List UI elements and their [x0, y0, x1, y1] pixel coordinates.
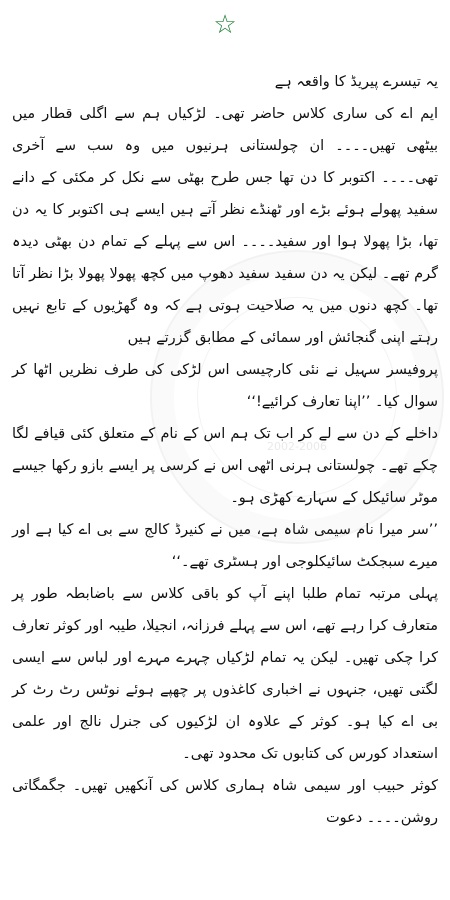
paragraph-5: ’’سر میرا نام سیمی شاہ ہے، میں نے کنیرڈ کالج سے بی اے کیا ہے اور میرے سبجکٹ سائیکلوجی اور ہسٹری تھے۔‘‘ — [12, 522, 438, 570]
watermark-text: 2002-2006 — [267, 440, 327, 453]
paragraph-6: پہلی مرتبہ تمام طلبا اپنے آپ کو باقی کلاس سے باضابطہ طور پر متعارف کرا رہے تھے، اس سے پہلے فرزانہ، انجیلا، طیبہ اور کوثر تعارف کرا چکی تھیں۔ لیکن یہ تمام لڑکیاں چہرے مہرے اور لباس سے ایسی لگتی تھیں، جنہوں نے اخباری کاغذوں پر چھپے ہوئے نوٹس رٹ رٹ کر بی اے کیا ہو۔ کوثر کے علاوہ ان لڑکیوں کی جنرل نالج اور علمی استعداد کورس کی کتابوں تک محدود تھی۔ — [12, 586, 438, 762]
paragraph-1: یہ تیسرے پیریڈ کا واقعہ ہے — [274, 74, 438, 90]
paragraph-7: کوثر حبیب اور سیمی شاہ ہماری کلاس کی آنکھیں تھیں۔ جگمگاتی روشن۔۔۔۔ دعوت — [12, 778, 438, 826]
paragraph-4: داخلے کے دن سے لے کر اب تک ہم اس کے نام کے متعلق کئی قیافے لگا چکے تھے۔ چولستانی ہرنی اٹھی اس نے کرسی پر ایسے بازو رکھا جیسے موٹر سائیکل کے سہارے کھڑی ہو۔ — [12, 426, 438, 506]
page-body — [12, 66, 438, 834]
paragraph-2: ایم اے کی ساری کلاس حاضر تھی۔ لڑکیاں ہم سے اگلی قطار میں بیٹھی تھیں۔۔۔۔ ان چولستانی ہرنیوں میں وہ سب سے آخری تھی۔۔۔۔ اکتوبر کا دن تھا جس طرح بھٹی سے نکل کر مکئی کے دانے سفید پھولے ہوئے بڑے اور ٹھنڈے نظر آتے ہیں ایسے ہی اکتوبر کا یہ دن تھا، بڑا پھولا ہوا اور سفید۔۔۔۔ اس سے پہلے کے تمام دن بھٹی دیدہ گرم تھے۔ لیکن یہ دن سفید سفید دھوپ میں کچھ پھولا پھولا بڑا نظر آتا تھا۔ کچھ دنوں میں یہ صلاحیت ہوتی ہے کہ وہ گھڑیوں کے تابع نہیں رہتے اپنی گنجائش اور سمائی کے مطابق گزرتے ہیں — [12, 106, 438, 346]
paragraph-3: پروفیسر سہیل نے نئی کارچیسی اس لڑکی کی طرف نظریں اٹھا کر سوال کیا۔ ’’اپنا تعارف کرائیے!‘‘ — [12, 362, 438, 410]
star-ornament-icon: ☆ — [213, 10, 237, 40]
